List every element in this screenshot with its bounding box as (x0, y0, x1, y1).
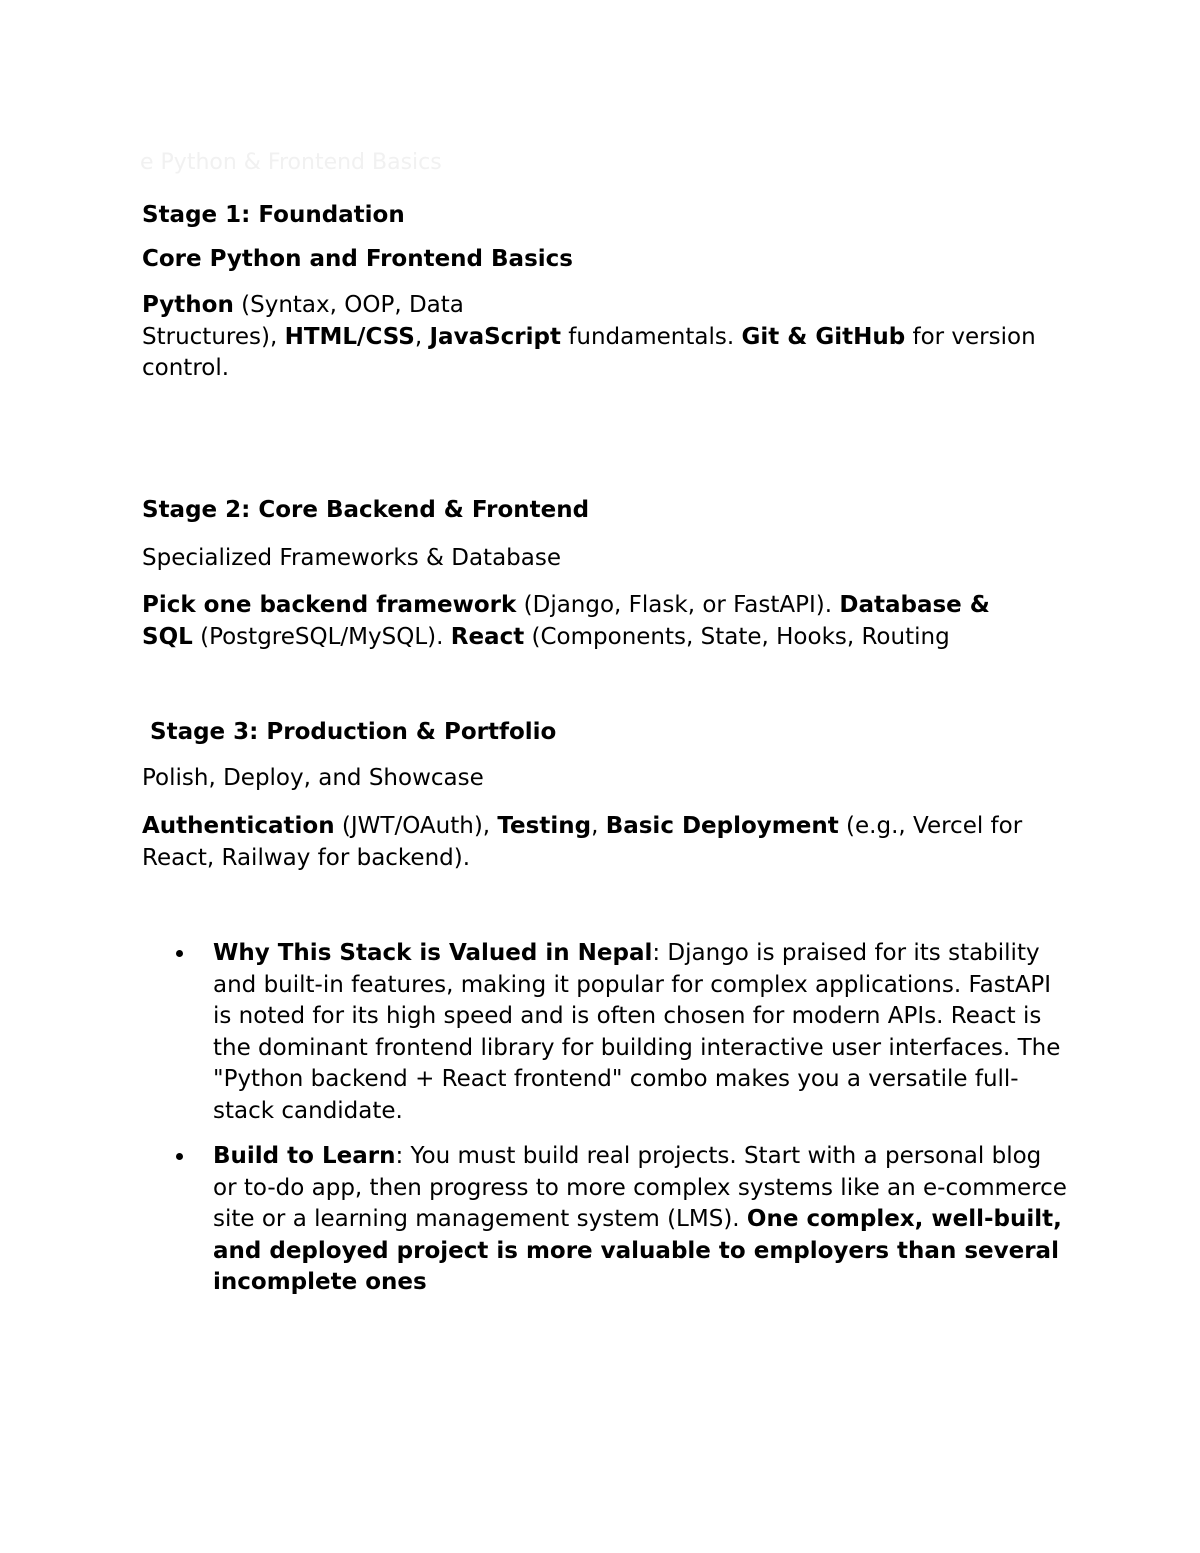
list-item: Why This Stack is Valued in Nepal: Django is praised for its stability and built-in features, making it popular for complex applications. FastAPI is noted for its high speed and is often chosen for modern APIs. React is the dominant frontend library for building interactive user interfaces. The "Python backend + React frontend" combo makes you a versatile full-stack candidate. (142, 938, 1072, 1127)
term-javascript: JavaScript (429, 323, 561, 350)
term-backend-framework: Pick one backend framework (142, 592, 517, 618)
term-testing: Testing (497, 813, 592, 839)
term-database-sql: Database & SQL (142, 592, 990, 650)
stage1-subtitle: Core Python and Frontend Basics (142, 246, 573, 272)
term-python: Python (142, 292, 234, 318)
stage3-paragraph: Authentication (JWT/OAuth), Testing, Basic Deployment (e.g., Vercel for React, Railway for backend). (142, 813, 1023, 871)
bullet-icon (176, 950, 183, 957)
stage2-paragraph: Pick one backend framework (Django, Flask, or FastAPI). Database & SQL (PostgreSQL/MySQL). React (Components, State, Hooks, Routing (142, 592, 990, 650)
stage3-subtitle: Polish, Deploy, and Showcase (142, 765, 484, 791)
stage1-paragraph: Python (Syntax, OOP, Data Structures), HTML/CSS, JavaScript fundamentals. Git & GitHub for version control. (142, 292, 1036, 381)
term-react: React (450, 623, 525, 650)
list-item: Build to Learn: You must build real projects. Start with a personal blog or to-do app, then progress to more complex systems like an e-commerce site or a learning management system (LMS). One complex, well-built, and deployed project is more valuable to employers than several incomplete ones (142, 1141, 1072, 1299)
stage1-title: Stage 1: Foundation (142, 202, 405, 228)
bullet-list (142, 938, 1072, 1313)
term-html-css: HTML/CSS (284, 323, 415, 350)
stage2-subtitle: Specialized Frameworks & Database (142, 545, 561, 571)
term-git-github: Git & GitHub (741, 323, 906, 350)
term-authentication: Authentication (142, 813, 335, 839)
stage3-title: Stage 3: Production & Portfolio (142, 719, 557, 745)
stage2-title: Stage 2: Core Backend & Frontend (142, 497, 590, 523)
term-basic-deployment: Basic Deployment (605, 813, 839, 839)
faded-header-text: e Python & Frontend Basics (140, 150, 442, 175)
bullet-icon (176, 1153, 183, 1160)
